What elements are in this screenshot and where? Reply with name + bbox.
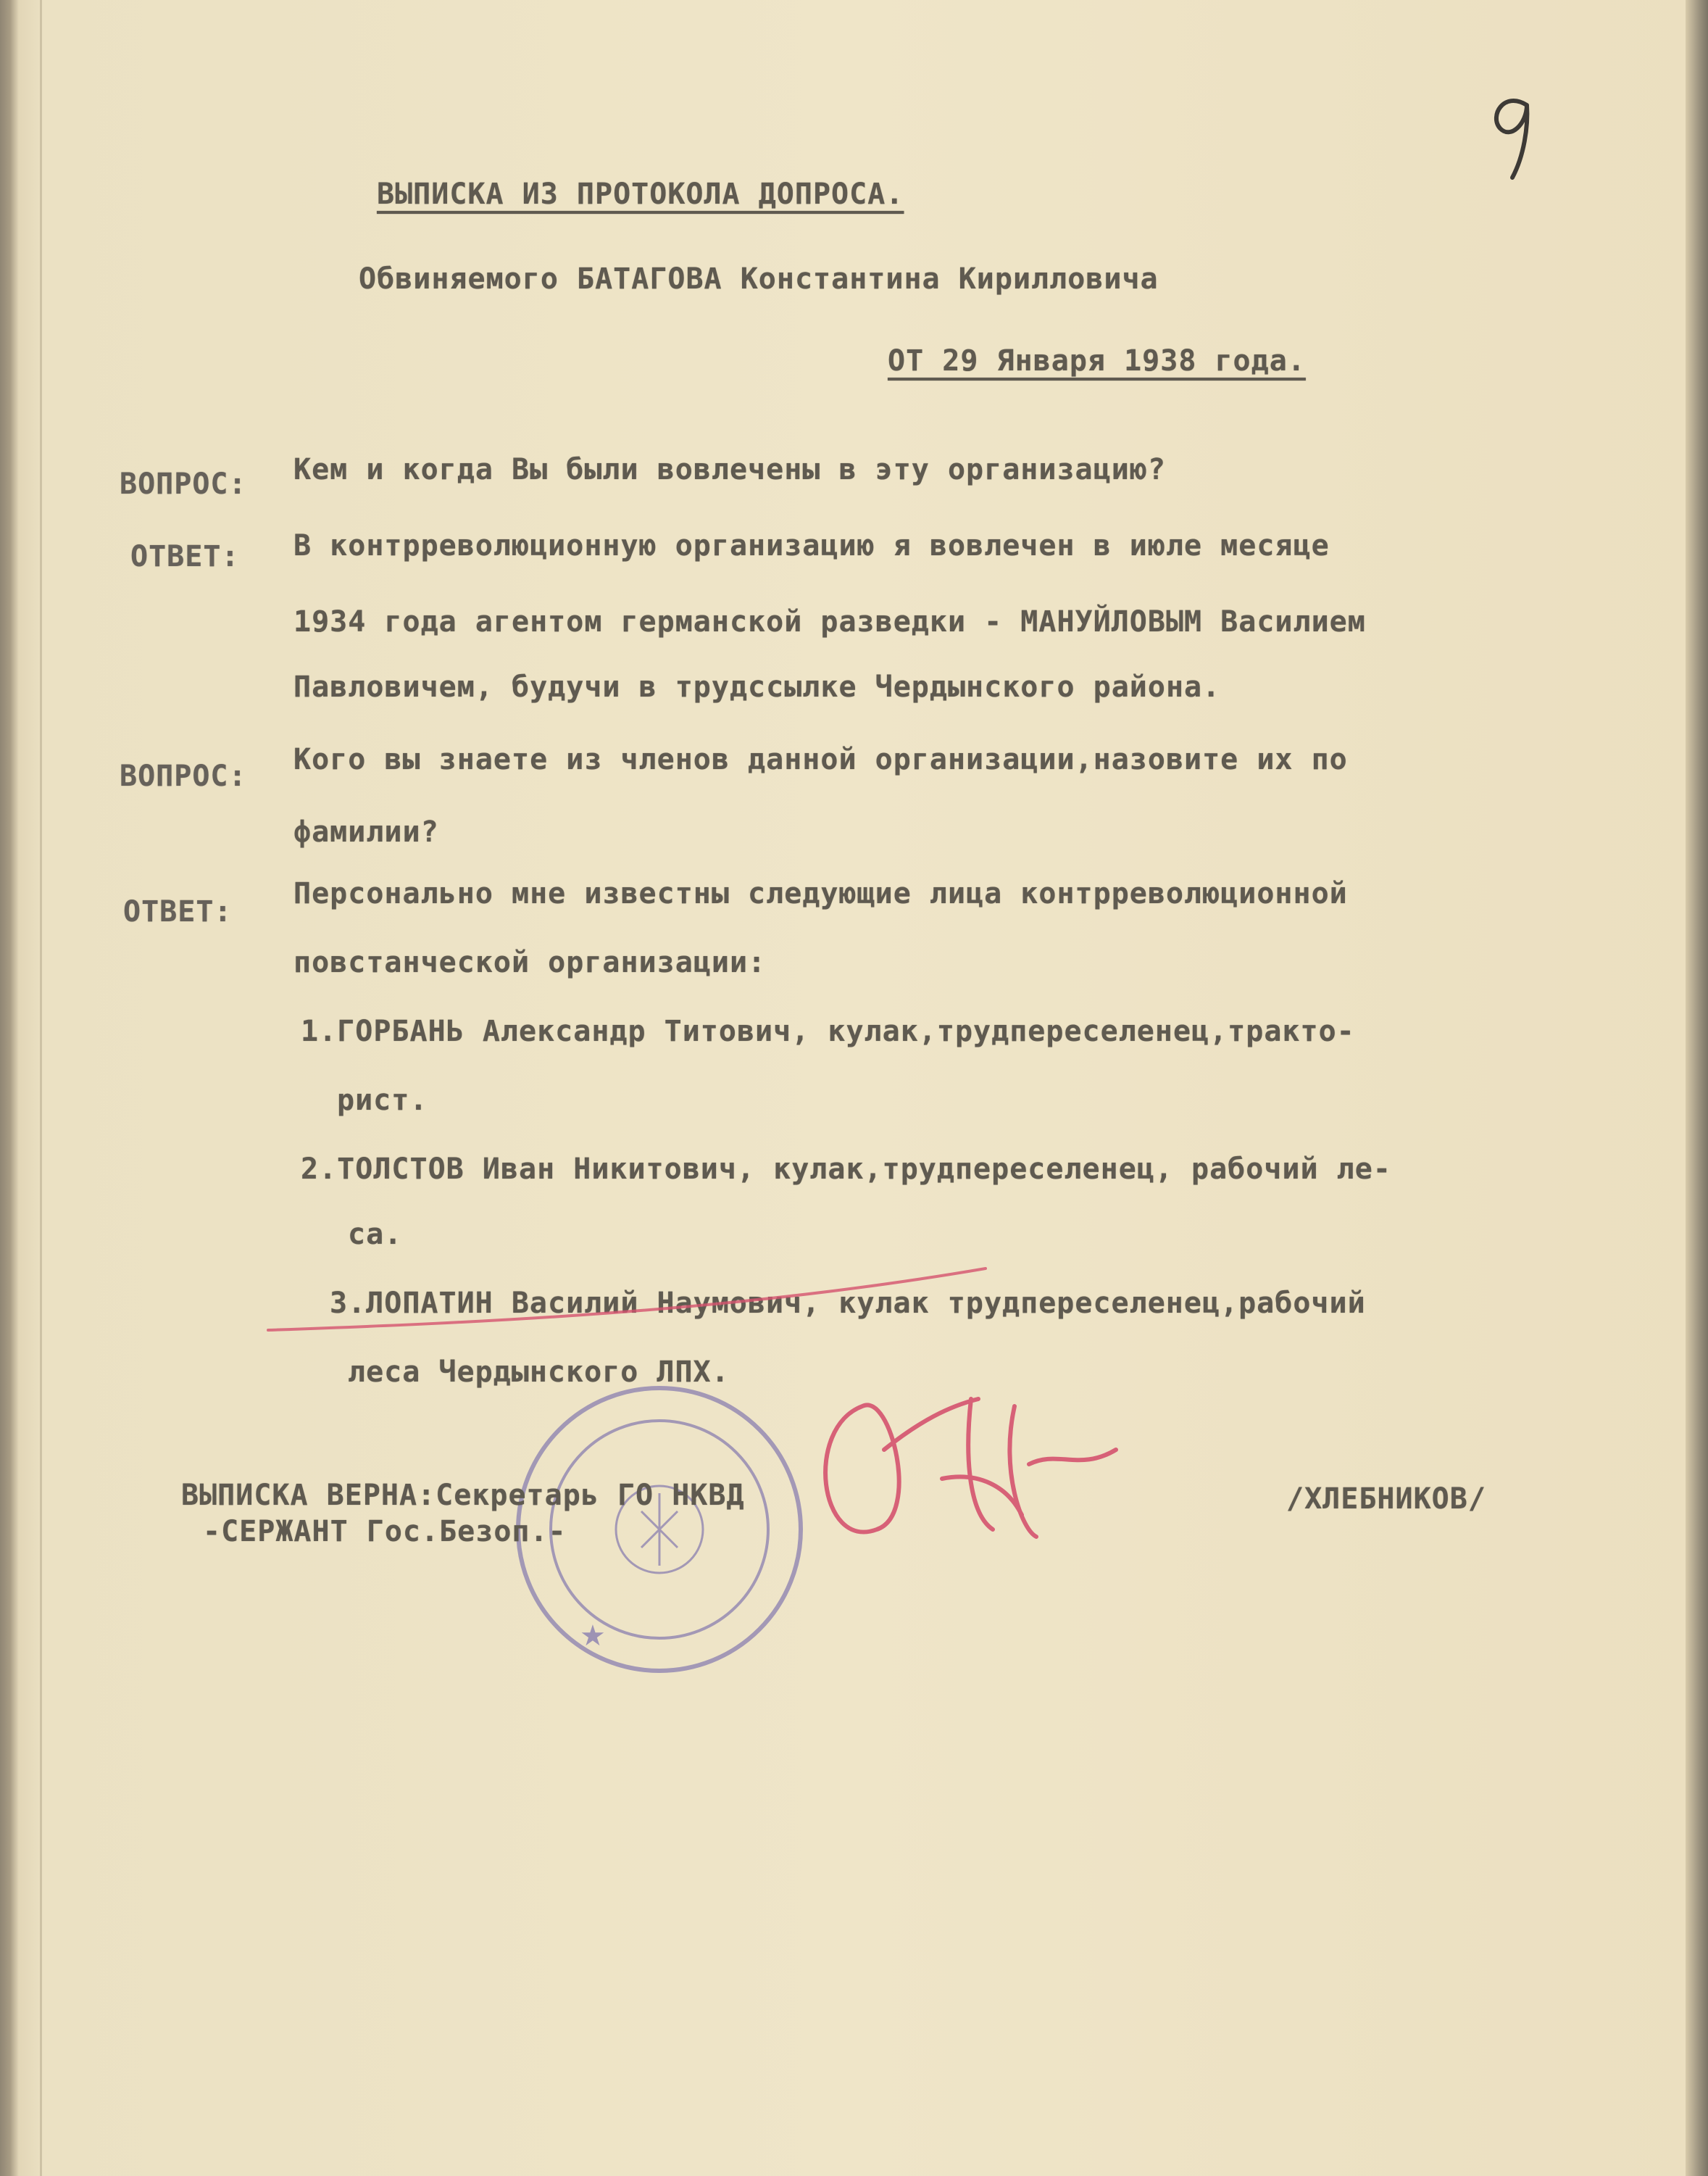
member-2-line-1: 2.ТОЛСТОВ Иван Никитович, кулак,трудпереселенец, рабочий ле- — [301, 1153, 1391, 1186]
answer-2-line-1: Персонально мне известны следующие лица контрреволюционной — [293, 877, 1348, 910]
red-pencil-underline — [261, 1254, 1275, 1348]
answer-2-line-2: повстанческой организации: — [293, 946, 767, 979]
member-3-line-1: 3.ЛОПАТИН Василий Наумович, кулак трудпереселенец,рабочий — [330, 1287, 1366, 1320]
footer-signatory-name: /ХЛЕБНИКОВ/ — [1286, 1482, 1486, 1516]
subject-line: Обвиняемого БАТАГОВА Константина Кирилловича — [359, 262, 1159, 296]
question-1-label: ВОПРОС: — [120, 468, 247, 501]
footer-verified-line: ВЫПИСКА ВЕРНА:Секретарь ГО НКВД — [181, 1479, 745, 1512]
question-2-line-1: Кого вы знаете из членов данной организации,назовите их по — [293, 743, 1348, 776]
question-2-line-2: фамилии? — [293, 815, 439, 849]
document-title: ВЫПИСКА ИЗ ПРОТОКОЛА ДОПРОСА. — [377, 178, 904, 211]
answer-1-line-1: В контрреволюционную организацию я вовлечен в июле месяце — [293, 529, 1330, 562]
footer-rank-line: -СЕРЖАНТ Гос.Безоп.- — [203, 1515, 567, 1548]
answer-2-label: ОТВЕТ: — [123, 895, 233, 929]
member-3-line-2: леса Чердынского ЛПХ. — [348, 1355, 730, 1389]
svg-text:★: ★ — [580, 1619, 606, 1653]
answer-1-line-2: 1934 года агентом германской разведки - МАНУЙЛОВЫМ Василием — [293, 605, 1366, 639]
answer-1-label: ОТВЕТ: — [130, 540, 240, 573]
member-1-line-2: рист. — [337, 1084, 428, 1117]
answer-1-line-3: Павловичем, будучи в трудссылке Чердынского района. — [293, 670, 1221, 704]
handwritten-signature — [775, 1363, 1123, 1580]
date-line: ОТ 29 Января 1938 года. — [888, 344, 1306, 378]
page-number-handwritten — [1482, 83, 1547, 185]
question-1-text: Кем и когда Вы были вовлечены в эту организацию? — [293, 453, 1166, 486]
page-edge — [1686, 0, 1708, 2176]
question-2-label: ВОПРОС: — [120, 760, 247, 793]
page-fold — [40, 0, 42, 2176]
member-1-line-1: 1.ГОРБАНЬ Александр Титович, кулак,трудпереселенец,тракто- — [301, 1015, 1355, 1048]
member-2-line-2: са. — [348, 1218, 403, 1251]
